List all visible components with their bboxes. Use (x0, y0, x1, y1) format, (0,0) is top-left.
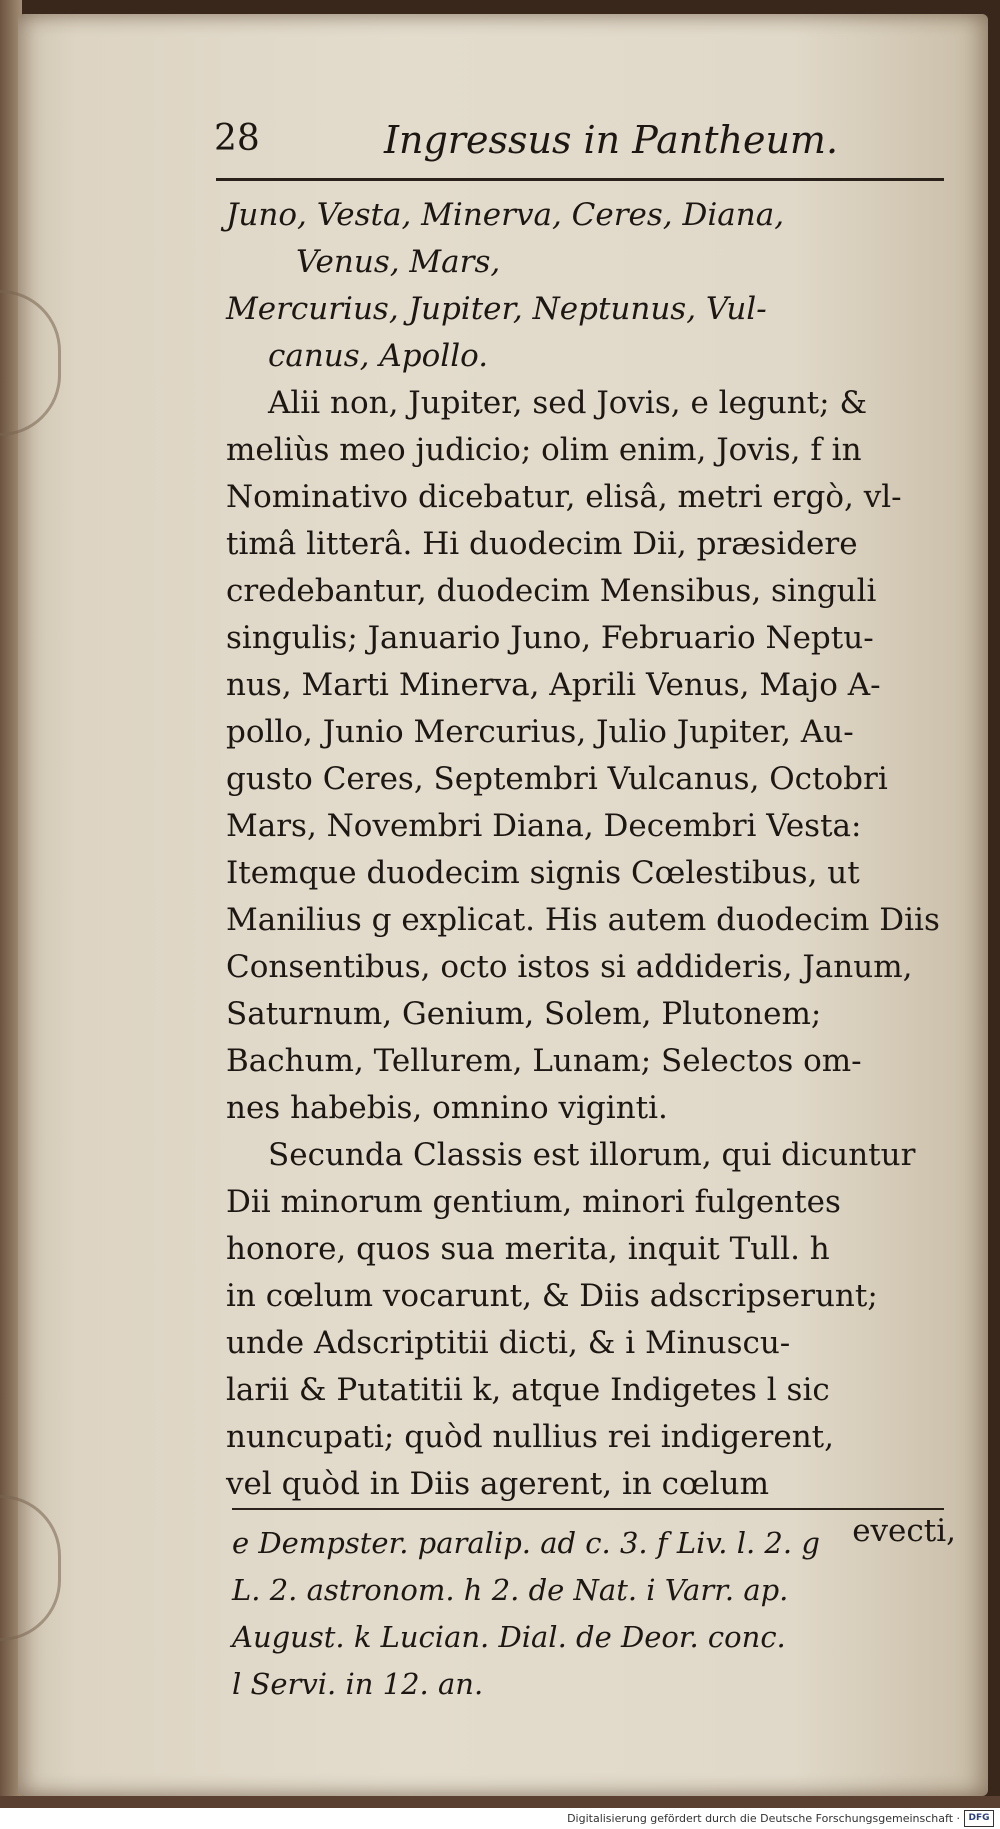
text-line: Juno, Vesta, Minerva, Ceres, Diana, (226, 197, 785, 233)
footnote-line: L. 2. astronom. h 2. de Nat. i Varr. ap. (232, 1573, 789, 1607)
text-line: Mercurius, Jupiter, Neptunus, Vul- (226, 291, 767, 327)
footnote-line: August. k Lucian. Dial. de Deor. conc. (232, 1620, 786, 1654)
footnote-line: e Dempster. paralip. ad c. 3. f Liv. l. 2. g (232, 1526, 820, 1560)
text-line: honore, quos sua merita, inquit Tull. h (226, 1231, 830, 1267)
text-line: singulis; Januario Juno, Februario Neptu- (226, 620, 874, 656)
text-line: Alii non, Jupiter, sed Jovis, e legunt; & (268, 385, 868, 421)
text-line: Nominativo dicebatur, elisâ, metri ergò, vl- (226, 479, 902, 515)
text-line: larii & Putatitii k, atque Indigetes l sic (226, 1372, 830, 1408)
text-line: nes habebis, omnino viginti. (226, 1090, 668, 1126)
text-line: unde Adscriptitii dicti, & i Minuscu- (226, 1325, 791, 1361)
header-rule (216, 178, 944, 181)
footnote-line: l Servi. in 12. an. (232, 1667, 484, 1701)
text-line: nuncupati; quòd nullius rei indigerent, (226, 1419, 834, 1455)
text-line: nus, Marti Minerva, Aprili Venus, Majo A- (226, 667, 881, 703)
running-title: Ingressus in Pantheum. (384, 118, 839, 162)
book-bottom-edge (0, 1796, 1000, 1808)
main-text (226, 192, 956, 1555)
text-line: Itemque duodecim signis Cœlestibus, ut (226, 855, 860, 891)
text-line: Saturnum, Genium, Solem, Plutonem; (226, 996, 822, 1032)
footnotes (232, 1520, 952, 1708)
text-line: timâ litterâ. Hi duodecim Dii, præsidere (226, 526, 858, 562)
text-line: Consentibus, octo istos si addideris, Janum, (226, 949, 913, 985)
text-line: credebantur, duodecim Mensibus, singuli (226, 573, 877, 609)
catchword: evecti, (852, 1513, 956, 1549)
text-line: Mars, Novembri Diana, Decembri Vesta: (226, 808, 862, 844)
text-line: Bachum, Tellurem, Lunam; Selectos om- (226, 1043, 862, 1079)
text-line: pollo, Junio Mercurius, Julio Jupiter, Au- (226, 714, 854, 750)
text-line: Manilius g explicat. His autem duodecim Diis (226, 902, 940, 938)
text-line: Venus, Mars, (296, 244, 501, 280)
dfg-logo: DFG (964, 1810, 994, 1827)
text-line: meliùs meo judicio; olim enim, Jovis, f in (226, 432, 862, 468)
text-line: in cœlum vocarunt, & Diis adscripserunt; (226, 1278, 878, 1314)
digitization-credit: Digitalisierung gefördert durch die Deutsche Forschungsgemeinschaft · (567, 1812, 960, 1825)
page-header (214, 118, 944, 178)
text-line: canus, Apollo. (268, 338, 489, 374)
text-line: gusto Ceres, Septembri Vulcanus, Octobri (226, 761, 888, 797)
text-line: vel quòd in Diis agerent, in cœlum (226, 1466, 769, 1502)
footnote-rule (232, 1508, 944, 1510)
text-line: Dii minorum gentium, minori fulgentes (226, 1184, 841, 1220)
text-line: Secunda Classis est illorum, qui dicuntur (268, 1137, 916, 1173)
page-number: 28 (214, 118, 260, 159)
